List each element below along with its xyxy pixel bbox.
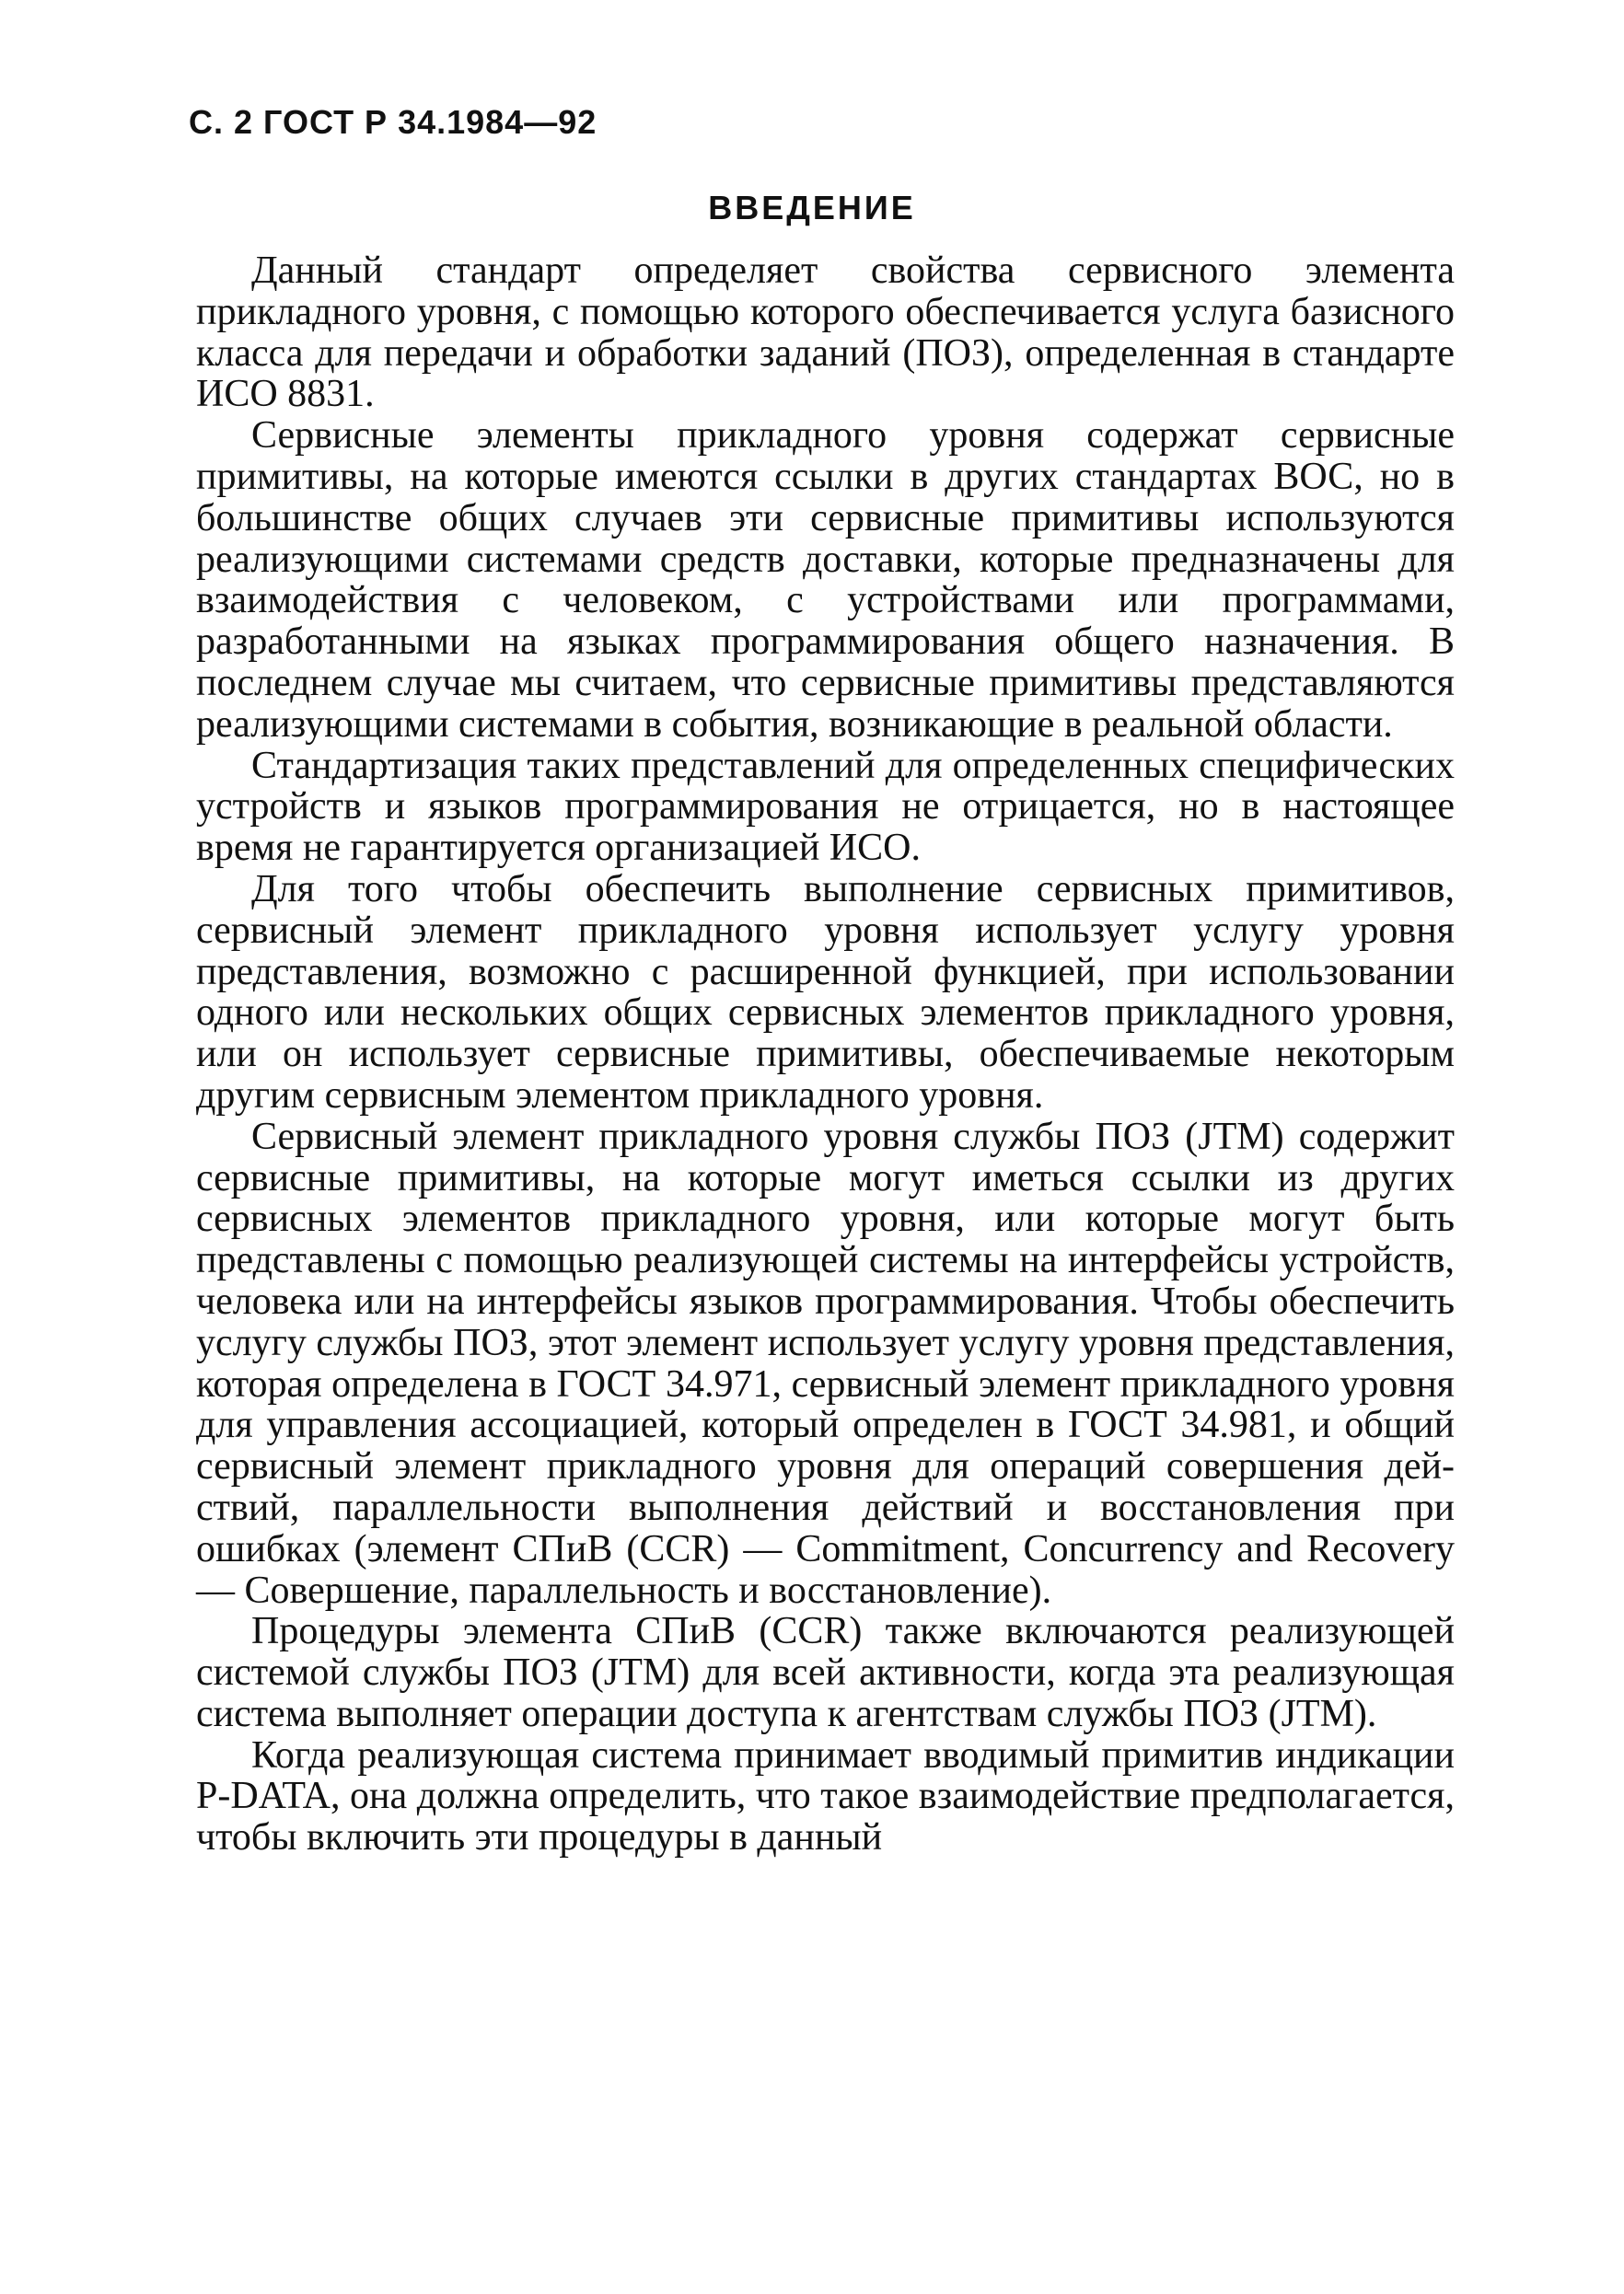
paragraph-4: Для того чтобы обеспечить выполнение сервисных примитивов, сервисный элемент прикладного уровня использует услугу уровня представления, возможно с расширенной функцией, при использовании одного или нескольких общих сервисных элементов прикладного уровня, или он использует сервисные примитивы, обеспечиваемые некоторым другим сервисным элементом прикладного уровня. (196, 867, 1455, 1117)
body-text (196, 250, 1455, 1859)
paragraph-7: Когда реализующая система принимает вводимый примитив индикации P-DATA, она должна определить, что такое взаимодействие предполагается, чтобы включить эти процедуры в данный (196, 1733, 1455, 1860)
paragraph-5: Сервисный элемент прикладного уровня службы ПОЗ (JTM) содержит сервисные примитивы, на которые могут иметься ссылки из других сервисных элементов прикладного уровня, или которые могут быть представлены с помощью реализующей системы на интерфейсы устройств, человека или на интерфейсы языков программирования. Чтобы обеспечить услугу службы ПОЗ, этот элемент использует услугу уровня представления, которая определена в ГОСТ 34.971, сервисный элемент прикладного уровня для управления ассоциацией, который определен в ГОСТ 34.981, и общий сервисный элемент прикладного уровня для операций совершения действий, параллельности выполнения действий и восстановления при ошибках (элемент СПиВ (CCR) — Commitment, Concurrency and Recovery — Совершение, параллельность и восстановление). (196, 1115, 1455, 1612)
section-title: ВВЕДЕНИЕ (708, 189, 916, 226)
paragraph-6: Процедуры элемента СПиВ (CCR) также включаются реализующей системой службы ПОЗ (JTM) для всей активности, когда эта реализующая система выполняет операции доступа к агентствам службы ПОЗ (JTM). (196, 1610, 1455, 1735)
paragraph-2: Сервисные элементы прикладного уровня содержат сервисные примитивы, на которые имеются ссылки в других стандартах ВОС, но в большинстве общих случаев эти сервисные примитивы используются реализующими системами средств доставки, которые предназначены для взаимодействия с человеком, с устройствами или программами, разработанными на языках программирования общего назначения. В последнем случае мы считаем, что сервисные примитивы представляются реализующими системами в события, возникающие в реальной области. (196, 414, 1455, 746)
paragraph-1: Данный стандарт определяет свойства сервисного элемента прикладного уровня, с помощью которого обеспечивается услуга базисного класса для передачи и обработки заданий (ПОЗ), определенная в стандарте ИСО 8831. (196, 249, 1455, 416)
running-header: С. 2 ГОСТ Р 34.1984—92 (189, 103, 597, 141)
paragraph-3: Стандартизация таких представлений для определенных специфических устройств и языков программирования не отрицается, но в настоящее время не гарантируется организацией ИСО. (196, 744, 1455, 870)
